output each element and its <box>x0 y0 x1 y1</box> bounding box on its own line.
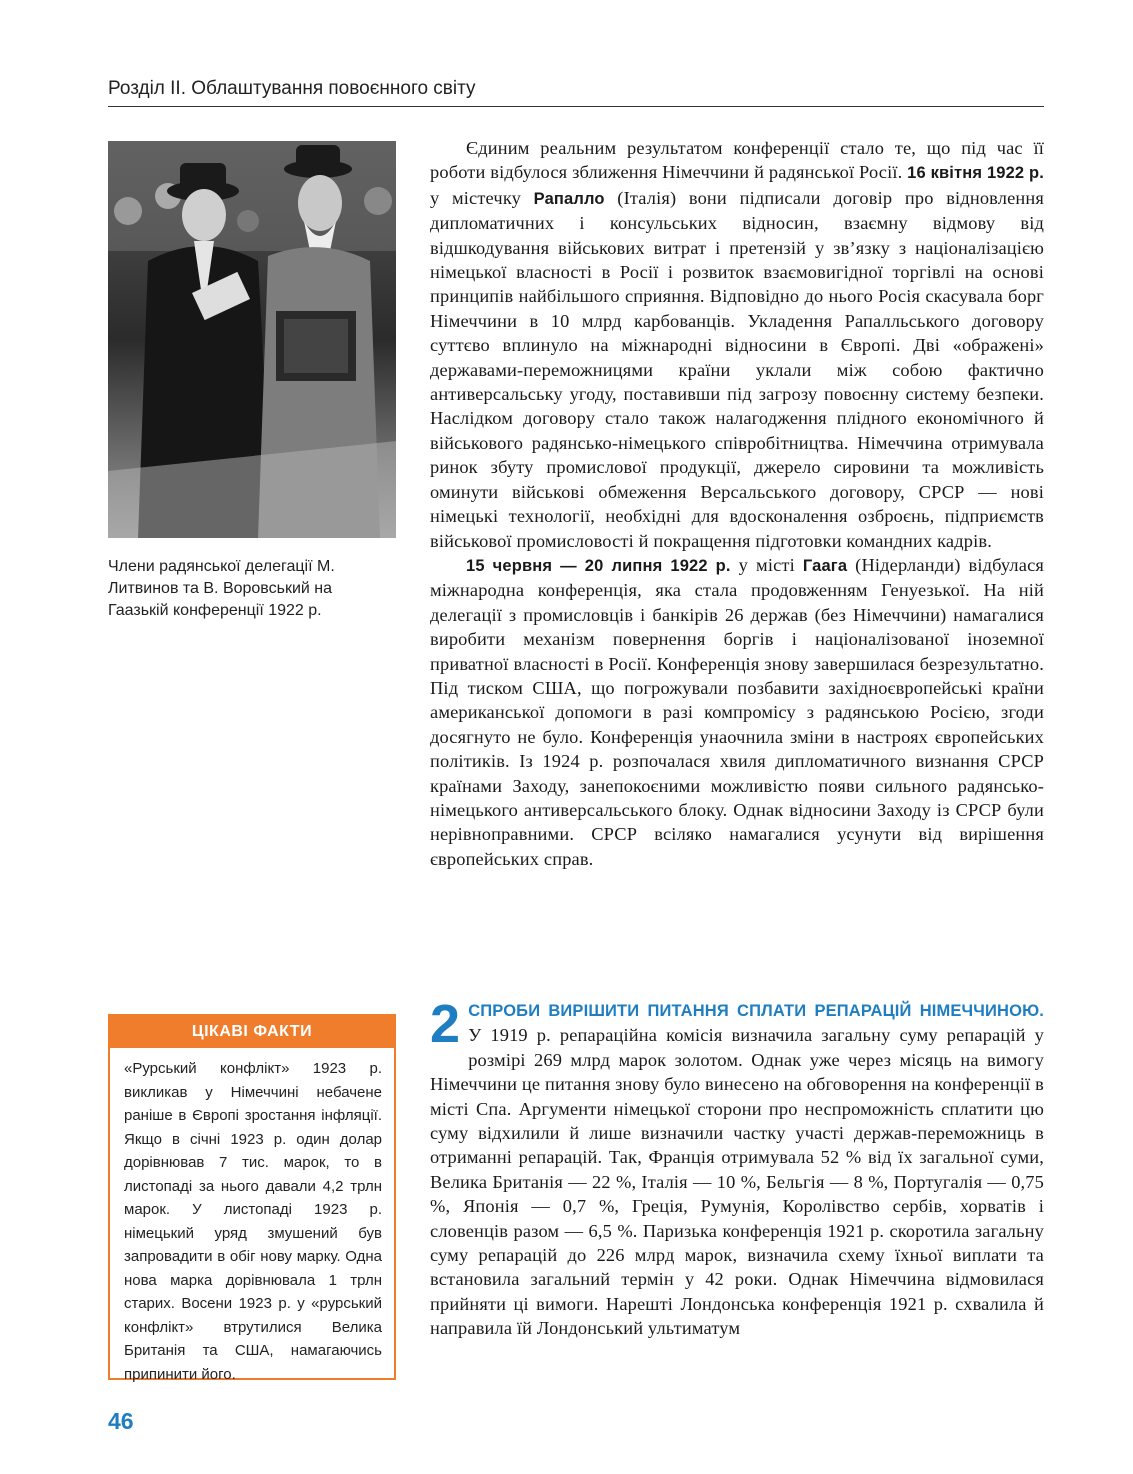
header-divider <box>108 106 1044 107</box>
facts-text: «Рурський конфлікт» 1923 р. викликав у Німеччині небачене раніше в Європі зростання інфляції. Якщо в січні 1923 р. один долар дорівнював 7 тис. марок, то в листопаді за нього давали 4,2 трлн марок. У листопаді 1923 р. німецький уряд змушений був запровадити в обіг нову марку. Одна нова марка дорівнювала 1 трлн старих. Восени 1923 р. у «рурський конфлікт» втрутилися Велика Британія та США, намагаючись припинити його. <box>124 1060 382 1383</box>
section-text: У 1919 р. репараційна комісія визначила загальну суму репарацій у розмірі 269 млрд марок золотом. Однак уже через місяць на вимогу Німеччини це питання знову було винесено на обговорення на конференції в місті Спа. Аргументи німецької сторони про неспроможність сплатити цю суму відхилили й лише визначили частку участі держав-переможниць в отриманні репарацій. Так, Франція отримувала 52 % від їх загальної суми, Велика Британія — 22 %, Італія — 10 %, Бельгія — 8 %, Португалія — 0,75 %, Японія — 0,7 %, Греція, Румунія, Королівство сербів, хорватів і словенців разом — 6,5 %. Паризька конференція 1921 р. скоротила загальну суму репарацій до 226 млрд марок, визначила схему їхньої виплати та встановила загальний термін у 42 роки. Однак Німеччина відмовилася прийняти ці вимоги. Нарешті Лондонська конференція 1921 р. схвалила й направила їй Лондонський ультиматум <box>430 1025 1044 1339</box>
section-number: 2 <box>430 994 461 1054</box>
section-title: СПРОБИ ВИРІШИТИ ПИТАННЯ СПЛАТИ РЕПАРАЦІЙ НІМЕЧЧИНОЮ. <box>468 1002 1044 1020</box>
facts-title: ЦІКАВІ ФАКТИ <box>110 1016 394 1048</box>
main-text <box>430 136 1044 871</box>
place-highlight: Рапалло <box>533 189 605 208</box>
place-highlight: Гаага <box>802 556 848 575</box>
text-span: у місті <box>730 554 803 575</box>
interesting-facts-box <box>108 1014 396 1383</box>
text-span: (Італія) вони підписали договір про відновлення дипломатичних і консульських відносин, взаємну відмову від відшкодування військових витрат і претензій у зв’язку з націоналізацією німецької власності в Росії і розвиток взаємовигідної торгівлі на основі принципів найбільшого сприяння. Відповідно до нього Росія скасувала борг Німеччини в 10 млрд карбованців. Укладення Рапалльського договору суттєво вплинуло на міжнародні відносини в Європі. Дві «ображені» державами-переможницями країни уклали між собою фактично антиверсальську угоду, поставивши під загрозу повоєнну систему безпеки. Наслідком договору стало також налагодження плідного економічного й військового радянсько-німецького співробітництва. Німеччина отримувала ринок збуту промислової продукції, джерело сировини та можливість оминути військові обмеження Версальського договору, СРСР — нові німецькі технології, необхідні для вдосконалення озброєнь, підприємств військової промисловості й покращення підготовки командних кадрів. <box>430 187 1044 551</box>
text-span: у містечку <box>430 187 534 208</box>
running-title: Розділ ІІ. Облаштування повоєнного світу <box>108 78 476 99</box>
photo-image-icon <box>108 141 396 538</box>
section-2 <box>430 994 1044 1341</box>
date-highlight: 16 квітня 1922 р. <box>907 164 1044 183</box>
paragraph <box>430 553 1044 871</box>
text-span: (Нідерланди) відбулася міжнародна конференція, яка стала продовженням Генуезької. На ній делегації з промисловців і банкірів 26 держав (без Німеччини) намагалися виробити механізм повернення боргів і націоналізованої іноземної приватної власності в Росії. Конференція знову завершилася безрезультатно. Під тиском США, що погрожували позбавити західноєвропейські країни американської допомоги в разі компромісу з радянською Росією, згоди досягнуто не було. Конференція унаочнила зміни в настроях європейських політиків. Із 1924 р. розпочалася хвиля дипломатичного визнання СРСР країнами Заходу, занепокоєними можливістю появи сильного радянсько-німецького антиверсальського блоку. Однак відносини Заходу із СРСР були нерівноправними. СРСР всіляко намагалися усунути від вирішення європейських справ. <box>430 554 1044 869</box>
page-number: 46 <box>108 1408 134 1434</box>
historical-photo <box>108 141 396 538</box>
paragraph <box>430 136 1044 553</box>
photo-caption: Члени радянської делегації М. Литвинов та В. Воровський на Гаазькій конференції 1922 р. <box>108 558 335 619</box>
date-highlight: 15 червня — 20 липня 1922 р. <box>466 556 731 575</box>
text-span: Єдиним реальним результатом конференції стало те, що під час її роботи відбулося зближення Німеччини й радянської Росії. <box>430 138 1044 183</box>
